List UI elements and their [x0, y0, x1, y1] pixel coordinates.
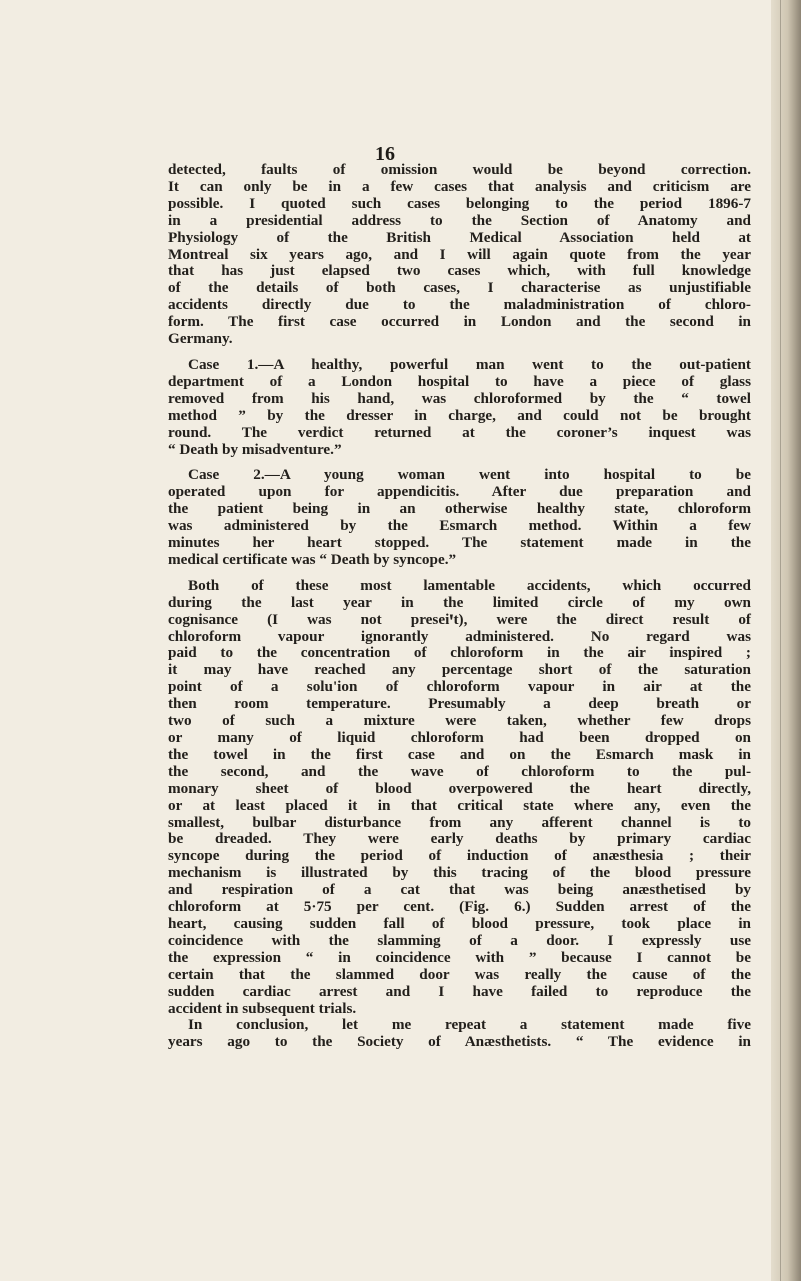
text-line: cognisance (I was not preseiꞌt), were the direct result of — [168, 610, 751, 628]
text-line: was administered by the Esmarch method. Within a few — [168, 517, 751, 535]
text-line: method ” by the dresser in charge, and could not be brought — [168, 406, 751, 424]
text-line: chloroform at 5·75 per cent. (Fig. 6.) Sudden arrest of the — [168, 898, 751, 916]
text-line: sudden cardiac arrest and I have failed to reproduce the — [168, 982, 751, 1000]
body-text — [168, 162, 751, 1051]
text-line: Physiology of the British Medical Association held at — [168, 228, 751, 246]
text-line: during the last year in the limited circle of my own — [168, 593, 751, 611]
text-line: be dreaded. They were early deaths by primary cardiac — [168, 830, 751, 848]
paragraph-first-line: Both of these most lamentable accidents, which occurred — [188, 576, 751, 594]
text-line: accidents directly due to the maladministration of chloro- — [168, 296, 751, 314]
text-line: mechanism is illustrated by this tracing of the blood pressure — [168, 864, 751, 882]
text-line: the second, and the wave of chloroform to the pul- — [168, 762, 751, 780]
paragraph-first-line: In conclusion, let me repeat a statement made five — [188, 1016, 751, 1034]
text-line: of the details of both cases, I characterise as unjustifiable — [168, 279, 751, 297]
text-line: minutes her heart stopped. The statement made in the — [168, 534, 751, 552]
text-line: department of a London hospital to have a piece of glass — [168, 372, 751, 390]
text-line: the patient being in an otherwise healthy state, chloroform — [168, 500, 751, 518]
text-line: detected, faults of omission would be beyond correction. — [168, 161, 751, 178]
text-line: the expression “ in coincidence with ” because I cannot be — [168, 948, 751, 966]
case-2-heading-line: Case 2.—A young woman went into hospital to be — [188, 466, 751, 484]
text-line: “ Death by misadventure.” — [168, 440, 342, 458]
text-line: removed from his hand, was chloroformed by the “ towel — [168, 389, 751, 407]
case-1-heading-line: Case 1.—A healthy, powerful man went to the out-patient — [188, 355, 751, 373]
text-line: accident in subsequent trials. — [168, 999, 357, 1017]
page-number: 16 — [375, 143, 395, 165]
text-line: chloroform vapour ignorantly administered. No regard was — [168, 627, 751, 645]
text-line: paid to the concentration of chloroform in the air inspired ; — [168, 644, 751, 662]
text-line: round. The verdict returned at the coroner’s inquest was — [168, 423, 751, 441]
text-line: Germany. — [168, 330, 233, 348]
text-line: monary sheet of blood overpowered the heart directly, — [168, 779, 751, 797]
text-line: heart, causing sudden fall of blood pressure, took place in — [168, 914, 751, 932]
page-edge-shadow — [771, 0, 801, 1281]
text-line: point of a solu'ion of chloroform vapour in air at the — [168, 678, 751, 696]
text-line: It can only be in a few cases that analysis and criticism are — [168, 177, 751, 195]
text-line: then room temperature. Presumably a deep breath or — [168, 695, 751, 713]
text-line: or many of liquid chloroform had been dropped on — [168, 729, 751, 746]
text-line: and respiration of a cat that was being anæsthetised by — [168, 881, 751, 899]
text-line: operated upon for appendicitis. After due preparation and — [168, 483, 751, 501]
text-line: or at least placed it in that critical state where any, even the — [168, 796, 751, 814]
text-line: two of such a mixture were taken, whether few drops — [168, 712, 751, 730]
text-line: coincidence with the slamming of a door. I expressly use — [168, 931, 751, 949]
text-line: years ago to the Society of Anæsthetists. “ The evidence in — [168, 1033, 751, 1051]
text-line: medical certificate was “ Death by syncope.” — [168, 550, 457, 568]
text-line: syncope during the period of induction of anæsthesia ; their — [168, 847, 751, 865]
text-line: certain that the slammed door was really the cause of the — [168, 965, 751, 983]
text-line: in a presidential address to the Section of Anatomy and — [168, 211, 751, 229]
text-line: that has just elapsed two cases which, with full knowledge — [168, 262, 751, 280]
text-line: it may have reached any percentage short of the saturation — [168, 661, 751, 679]
text-line: form. The first case occurred in London and the second in — [168, 313, 751, 331]
binding-line — [780, 0, 781, 1281]
text-line: Montreal six years ago, and I will again quote from the year — [168, 245, 751, 263]
text-line: smallest, bulbar disturbance from any afferent channel is to — [168, 813, 751, 831]
text-line: the towel in the first case and on the Esmarch mask in — [168, 745, 751, 763]
text-line: possible. I quoted such cases belonging to the period 1896-7 — [168, 194, 751, 212]
